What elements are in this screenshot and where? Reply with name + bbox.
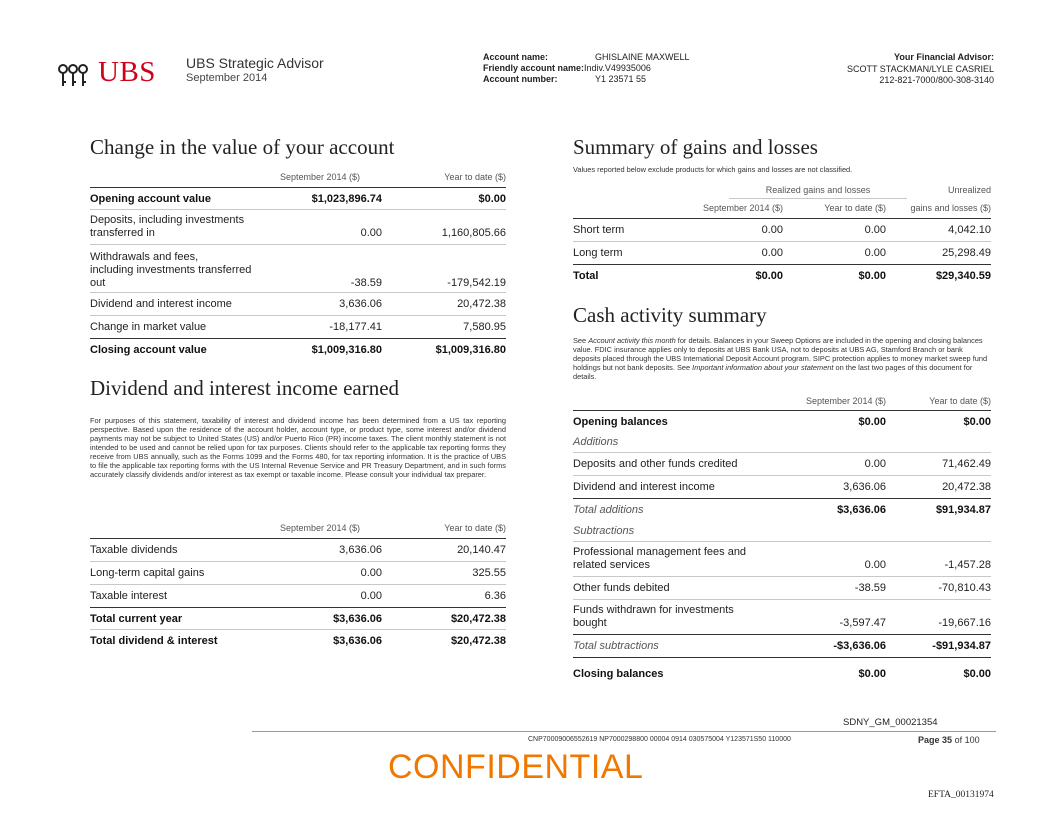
row-value: $1,009,316.80 <box>311 344 382 356</box>
row-label: Deposits, including investments <box>90 214 245 226</box>
cash-note <box>573 336 991 381</box>
row-value: 0.00 <box>864 559 886 571</box>
unrealized-header: Unrealized <box>947 185 991 195</box>
row-value: $29,340.59 <box>935 270 991 282</box>
row-label: Closing account value <box>90 344 207 356</box>
row-value: $3,636.06 <box>837 504 886 516</box>
row-value: $1,023,896.74 <box>311 193 382 205</box>
row-label: Long-term capital gains <box>90 567 205 579</box>
row-value: -38.59 <box>854 582 886 594</box>
row-label: Total additions <box>573 504 644 516</box>
row-value: 0.00 <box>360 567 382 579</box>
row-label: Funds withdrawn for investments <box>573 604 734 616</box>
row-label: bought <box>573 617 607 629</box>
gains-table <box>573 180 991 286</box>
row-label: Taxable interest <box>90 590 168 602</box>
account-name-label: Account name: <box>483 52 549 62</box>
row-value: $91,934.87 <box>935 504 991 516</box>
row-label: Deposits and other funds credited <box>573 458 738 470</box>
col-header: Year to date ($) <box>444 523 506 533</box>
row-value: $0.00 <box>755 270 783 282</box>
page-info <box>918 735 980 745</box>
row-value: -38.59 <box>350 277 382 289</box>
row-value: $20,472.38 <box>450 613 506 625</box>
row-value: -$3,636.06 <box>833 640 886 652</box>
row-value: 20,472.38 <box>457 298 506 310</box>
dividend-table <box>90 518 506 651</box>
statement-title: UBS Strategic Advisor <box>186 55 324 71</box>
row-value: $20,472.38 <box>450 635 506 647</box>
row-value: 0.00 <box>761 247 783 259</box>
row-value: $3,636.06 <box>333 613 382 625</box>
account-info <box>483 52 690 85</box>
row-label: Total dividend & interest <box>90 635 218 647</box>
row-label: Opening account value <box>90 193 212 205</box>
statement-date: September 2014 <box>186 72 268 84</box>
change-value-title: Change in the value of your account <box>90 135 395 159</box>
row-label: related services <box>573 559 651 571</box>
row-label: Long term <box>573 247 623 259</box>
row-value: -1,457.28 <box>944 559 991 571</box>
row-label: Opening balances <box>573 416 668 428</box>
row-label: Withdrawals and fees, <box>90 251 199 263</box>
friendly-name-label: Friendly account name: <box>483 63 585 73</box>
col-header: Year to date ($) <box>824 203 886 213</box>
row-label: Total subtractions <box>573 640 659 652</box>
row-value: $0.00 <box>478 193 506 205</box>
row-value: 0.00 <box>864 458 886 470</box>
account-number-label: Account number: <box>483 74 558 84</box>
row-value: -18,177.41 <box>329 321 382 333</box>
row-value: 20,472.38 <box>942 481 991 493</box>
row-value: $0.00 <box>858 270 886 282</box>
bates-number: SDNY_GM_00021354 <box>843 717 938 728</box>
row-value: 1,160,805.66 <box>441 227 506 239</box>
account-number-value: Y1 23571 55 <box>595 74 647 84</box>
row-value: $0.00 <box>858 668 886 680</box>
change-value-table <box>90 168 506 360</box>
dividend-title: Dividend and interest income earned <box>90 376 400 400</box>
col-header: September 2014 ($) <box>279 523 360 533</box>
dividend-note: For purposes of this statement, taxability of interest and dividend income has been determined from a US tax reporting perspective. Based upon the residence of the account holder, account type, or product type, some interest and/or dividend payments may not be subject to United States (US) and/or Puerto Rico (PR) income taxes. The client monthly statement is not intended to be used and cannot be relied upon for tax purposes. Clients should refer to the applicable tax reporting forms they receive from UBS annually, such as the Forms 1099 and the Forms 480, for tax reporting information. It is the practice of UBS to file the applicable tax reporting forms with the US Internal Revenue Service and PR Treasury Department, and in such forms accurately classify dividends and/or interest as tax exempt or taxable income. Please consult your individual tax preparer. <box>90 416 506 479</box>
document-code: CNP7000900655261​9 NP7000298800 00004 0914 030575004 Y123571S50 110000 <box>528 736 791 743</box>
row-value: 6.36 <box>484 590 506 602</box>
footer-divider <box>252 731 996 732</box>
row-value: 4,042.10 <box>948 224 991 236</box>
advisor-label: Your Financial Advisor: <box>893 52 994 62</box>
row-label: out <box>90 277 106 289</box>
cash-note-ref: Account activity this month <box>588 336 676 345</box>
row-value: 25,298.49 <box>942 247 991 259</box>
row-value: $0.00 <box>858 416 886 428</box>
keys-icon <box>54 62 92 88</box>
row-value: 0.00 <box>360 227 382 239</box>
row-value: 3,636.06 <box>339 544 382 556</box>
page-label: Page <box>918 735 940 745</box>
row-label: Total current year <box>90 613 183 625</box>
section-label: Subtractions <box>573 525 635 537</box>
cash-table <box>573 392 991 688</box>
row-value: -3,597.47 <box>839 617 886 629</box>
row-label: Dividend and interest income <box>573 481 715 493</box>
advisor-info <box>847 52 994 87</box>
advisor-phone: 212-821-7000/800-308-3140 <box>879 75 994 85</box>
friendly-name-value: Indiv.V49935006 <box>584 63 651 73</box>
gains-note: Values reported below exclude products for which gains and losses are not classified. <box>573 165 853 174</box>
advisor-name: SCOTT STACKMAN/LYLE CASRIEL <box>846 63 994 74</box>
row-value: 325.55 <box>472 567 506 579</box>
col-header: gains and losses ($) <box>910 203 991 213</box>
row-value: $3,636.06 <box>333 635 382 647</box>
row-value: 7,580.95 <box>463 321 506 333</box>
gains-title: Summary of gains and losses <box>573 135 818 159</box>
row-value: 0.00 <box>864 224 886 236</box>
cash-note-text: on the last two pages of this document for details. <box>573 363 973 381</box>
page-total: of 100 <box>954 735 980 745</box>
row-label: Closing balances <box>573 668 664 680</box>
page-number: 35 <box>942 735 953 745</box>
row-label: Professional management fees and <box>573 546 747 558</box>
row-value: $0.00 <box>963 668 991 680</box>
col-header: September 2014 ($) <box>279 172 360 182</box>
row-value: 71,462.49 <box>942 458 991 470</box>
row-value: -19,667.16 <box>938 617 991 629</box>
row-value: 0.00 <box>864 247 886 259</box>
confidential-stamp: CONFIDENTIAL <box>388 748 644 786</box>
realized-header: Realized gains and losses <box>729 185 907 199</box>
row-label: Dividend and interest income <box>90 298 232 310</box>
row-value: 0.00 <box>761 224 783 236</box>
row-value: 3,636.06 <box>843 481 886 493</box>
ubs-logo <box>54 58 164 92</box>
section-label: Additions <box>573 436 619 448</box>
col-header: Year to date ($) <box>929 396 991 406</box>
row-value: -179,542.19 <box>447 277 506 289</box>
row-label: transferred in <box>90 227 155 239</box>
efta-number: EFTA_00131974 <box>928 790 994 800</box>
row-label: Other funds debited <box>573 582 670 594</box>
col-header: September 2014 ($) <box>805 396 886 406</box>
row-value: $0.00 <box>963 416 991 428</box>
account-name-value: GHISLAINE MAXWELL <box>595 52 690 62</box>
row-label: Taxable dividends <box>90 544 178 556</box>
row-value: 3,636.06 <box>339 298 382 310</box>
row-label: Total <box>573 270 599 282</box>
row-label: including investments transferred <box>90 264 252 276</box>
cash-note-text: See <box>573 336 589 345</box>
row-label: Change in market value <box>90 321 207 333</box>
row-label: Short term <box>573 224 625 236</box>
row-value: -$91,934.87 <box>932 640 991 652</box>
cash-note-ref: Important information about your statement <box>692 363 834 372</box>
row-value: -70,810.43 <box>938 582 991 594</box>
row-value: $1,009,316.80 <box>435 344 506 356</box>
col-header: Year to date ($) <box>444 172 506 182</box>
row-value: 0.00 <box>360 590 382 602</box>
row-value: 20,140.47 <box>457 544 506 556</box>
cash-title: Cash activity summary <box>573 303 767 327</box>
col-header: September 2014 ($) <box>702 203 783 213</box>
cash-note-text: for details. Balances in your Sweep Options are included in the opening and closing balances value. FDIC insurance applies only to deposits at UBS Bank USA, not to deposits at UBS AG, Stamford Branch or bank deposits placed through the UBS International Deposit Account program. SIPC protection applies to money market sweep fund holdings but not bank deposits. See <box>573 336 988 372</box>
logo-text: UBS <box>98 56 156 88</box>
